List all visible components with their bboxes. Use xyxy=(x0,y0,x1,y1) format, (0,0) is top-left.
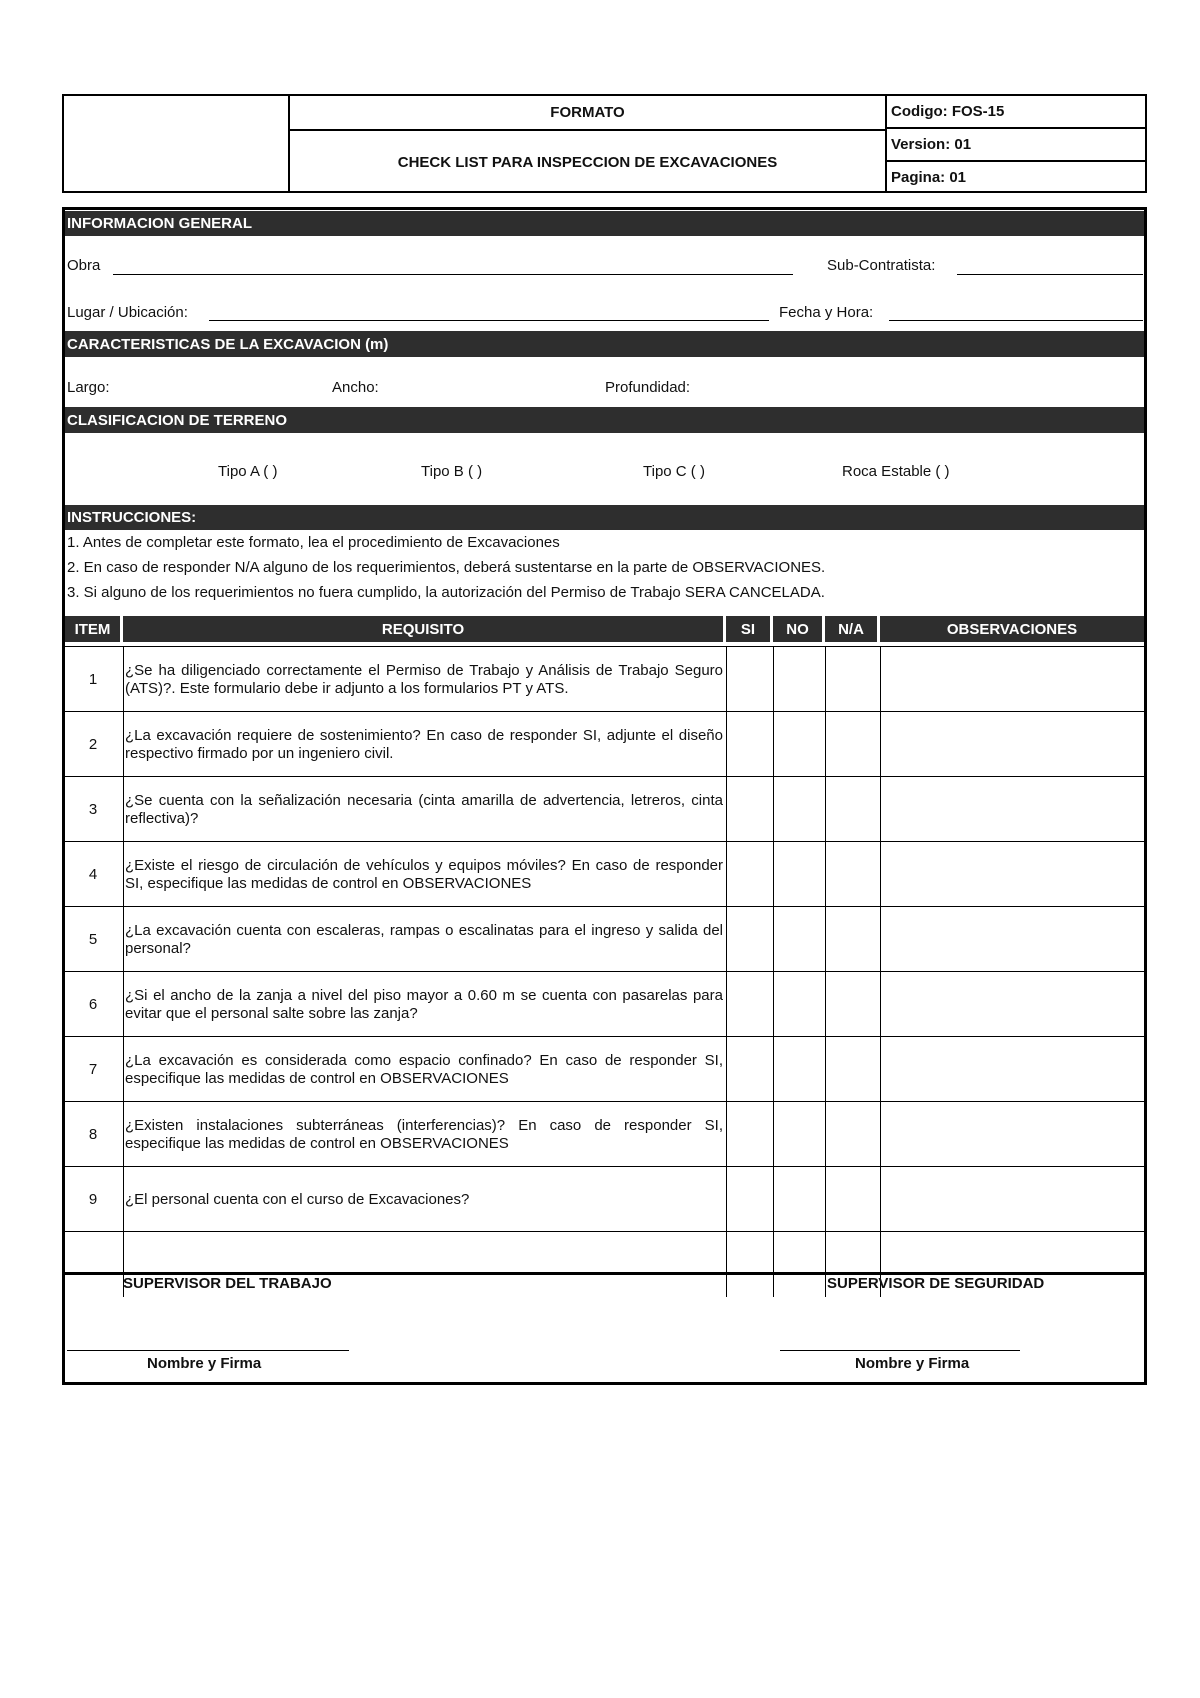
row-na-cell[interactable] xyxy=(826,973,879,1036)
fecha-label: Fecha y Hora: xyxy=(779,304,874,321)
row-item-number: 5 xyxy=(88,931,98,948)
table-row xyxy=(65,971,1144,1037)
row-na-cell[interactable] xyxy=(826,1168,879,1231)
row-requirement-text: ¿La excavación es considerada como espacio confinado? En caso de responder SI, especifique las medidas de control en OBSERVACIONES xyxy=(125,1051,723,1087)
largo-label[interactable]: Largo: xyxy=(67,379,110,396)
document-version: Version: 01 xyxy=(887,129,1145,162)
table-header xyxy=(65,616,1144,643)
header-title-block xyxy=(290,96,887,191)
inspection-form xyxy=(62,207,1147,1385)
document-code: Codigo: FOS-15 xyxy=(887,96,1145,129)
instruction-1: 1. Antes de completar este formato, lea el procedimiento de Excavaciones xyxy=(67,534,560,551)
table-row xyxy=(65,841,1144,907)
row-requirement-text: ¿El personal cuenta con el curso de Excavaciones? xyxy=(125,1190,470,1208)
row-observaciones-cell[interactable] xyxy=(881,713,1144,776)
table-row xyxy=(65,1166,1144,1232)
col-no-header: NO xyxy=(773,616,822,642)
row-observaciones-cell[interactable] xyxy=(881,1103,1144,1166)
row-requirement-text: ¿Se cuenta con la señalización necesaria (cinta amarilla de advertencia, letreros, cinta reflectiva)? xyxy=(125,791,723,827)
supervisor-trabajo-signature-line[interactable] xyxy=(67,1350,349,1351)
row-si-cell[interactable] xyxy=(727,908,772,971)
row-requirement-text: ¿Existen instalaciones subterráneas (interferencias)? En caso de responder SI, especifique las medidas de control en OBSERVACIONES xyxy=(125,1116,723,1152)
row-observaciones-cell[interactable] xyxy=(881,843,1144,906)
row-no-cell[interactable] xyxy=(774,973,824,1036)
row-item-number: 4 xyxy=(88,866,98,883)
row-requirement-text: ¿Se ha diligenciado correctamente el Permiso de Trabajo y Análisis de Trabajo Seguro (ATS)?. Este formulario debe ir adjunto a los formularios PT y ATS. xyxy=(125,661,723,697)
row-requirement-text: ¿Si el ancho de la zanja a nivel del piso mayor a 0.60 m se cuenta con pasarelas para evitar que el personal salte sobre las zanja? xyxy=(125,986,723,1022)
row-si-cell[interactable] xyxy=(727,713,772,776)
document-metadata xyxy=(887,96,1145,191)
row-item-number: 6 xyxy=(88,996,98,1013)
tipo-b-option[interactable]: Tipo B ( ) xyxy=(421,463,483,480)
row-item-number: 8 xyxy=(88,1126,98,1143)
row-item-number: 9 xyxy=(88,1191,98,1208)
row-no-cell[interactable] xyxy=(774,908,824,971)
table-row xyxy=(65,1101,1144,1167)
row-observaciones-cell[interactable] xyxy=(881,1038,1144,1101)
row-si-cell[interactable] xyxy=(727,648,772,711)
format-label: FORMATO xyxy=(290,96,885,131)
row-na-cell[interactable] xyxy=(826,778,879,841)
supervisor-seguridad-title: SUPERVISOR DE SEGURIDAD xyxy=(827,1275,1045,1292)
lugar-field[interactable] xyxy=(209,320,769,321)
row-no-cell[interactable] xyxy=(774,648,824,711)
document-page: Pagina: 01 xyxy=(891,169,967,186)
row-no-cell[interactable] xyxy=(774,1103,824,1166)
row-no-cell[interactable] xyxy=(774,843,824,906)
row-si-cell[interactable] xyxy=(727,778,772,841)
table-row xyxy=(65,906,1144,972)
row-na-cell[interactable] xyxy=(826,713,879,776)
document-header xyxy=(62,94,1147,193)
row-observaciones-cell[interactable] xyxy=(881,1168,1144,1231)
tipo-a-option[interactable]: Tipo A ( ) xyxy=(218,463,278,480)
instruction-2: 2. En caso de responder N/A alguno de los requerimientos, deberá sustentarse en la parte de OBSERVACIONES. xyxy=(67,559,826,576)
supervisor-trabajo-caption: Nombre y Firma xyxy=(147,1355,262,1372)
row-observaciones-cell[interactable] xyxy=(881,973,1144,1036)
row-item-number: 2 xyxy=(88,736,98,753)
instruction-3: 3. Si alguno de los requerimientos no fuera cumplido, la autorización del Permiso de Trabajo SERA CANCELADA. xyxy=(67,584,825,601)
table-row xyxy=(65,1036,1144,1102)
row-observaciones-cell[interactable] xyxy=(881,648,1144,711)
table-row xyxy=(65,646,1144,712)
row-no-cell[interactable] xyxy=(774,713,824,776)
tipo-c-option[interactable]: Tipo C ( ) xyxy=(643,463,705,480)
obra-label: Obra xyxy=(67,257,101,274)
row-na-cell[interactable] xyxy=(826,843,879,906)
section-header-general: INFORMACION GENERAL xyxy=(65,211,1144,236)
col-observaciones-header: OBSERVACIONES xyxy=(880,616,1144,642)
row-item-number: 1 xyxy=(88,671,98,688)
profundidad-label[interactable]: Profundidad: xyxy=(605,379,691,396)
lugar-label: Lugar / Ubicación: xyxy=(67,304,188,321)
row-requirement-text: ¿La excavación cuenta con escaleras, rampas o escalinatas para el ingreso y salida del personal? xyxy=(125,921,723,957)
row-no-cell[interactable] xyxy=(774,1168,824,1231)
row-item-number: 3 xyxy=(88,801,98,818)
supervisor-seguridad-caption: Nombre y Firma xyxy=(855,1355,970,1372)
signature-section xyxy=(65,1272,1144,1382)
col-requisito-header: REQUISITO xyxy=(123,616,723,642)
row-si-cell[interactable] xyxy=(727,1038,772,1101)
logo-placeholder xyxy=(64,96,290,191)
row-observaciones-cell[interactable] xyxy=(881,908,1144,971)
row-item-number: 7 xyxy=(88,1061,98,1078)
row-no-cell[interactable] xyxy=(774,1038,824,1101)
row-na-cell[interactable] xyxy=(826,1038,879,1101)
ancho-label[interactable]: Ancho: xyxy=(332,379,379,396)
subcontratista-field[interactable] xyxy=(957,274,1143,275)
col-na-header: N/A xyxy=(825,616,877,642)
obra-field[interactable] xyxy=(113,274,793,275)
row-observaciones-cell[interactable] xyxy=(881,778,1144,841)
row-na-cell[interactable] xyxy=(826,1103,879,1166)
col-si-header: SI xyxy=(726,616,770,642)
row-si-cell[interactable] xyxy=(727,1103,772,1166)
section-header-instrucciones: INSTRUCCIONES: xyxy=(65,505,1144,530)
row-si-cell[interactable] xyxy=(727,843,772,906)
table-row xyxy=(65,711,1144,777)
section-header-clasificacion: CLASIFICACION DE TERRENO xyxy=(65,407,1144,433)
supervisor-trabajo-title: SUPERVISOR DEL TRABAJO xyxy=(123,1275,332,1292)
table-row xyxy=(65,776,1144,842)
row-si-cell[interactable] xyxy=(727,1168,772,1231)
row-na-cell[interactable] xyxy=(826,908,879,971)
supervisor-seguridad-signature-line[interactable] xyxy=(780,1350,1020,1351)
row-si-cell[interactable] xyxy=(727,973,772,1036)
row-no-cell[interactable] xyxy=(774,778,824,841)
roca-estable-option[interactable]: Roca Estable ( ) xyxy=(842,463,950,480)
document-title: CHECK LIST PARA INSPECCION DE EXCAVACIONES xyxy=(397,153,778,171)
row-requirement-text: ¿Existe el riesgo de circulación de vehículos y equipos móviles? En caso de responder SI, especifique las medidas de control en OBSERVACIONES xyxy=(125,856,723,892)
row-requirement-text: ¿La excavación requiere de sostenimiento? En caso de responder SI, adjunte el diseño respectivo firmado por un ingeniero civil. xyxy=(125,726,723,762)
col-item-header: ITEM xyxy=(65,616,120,642)
subcontratista-label: Sub-Contratista: xyxy=(827,257,936,274)
fecha-field[interactable] xyxy=(889,320,1143,321)
section-header-caracteristicas: CARACTERISTICAS DE LA EXCAVACION (m) xyxy=(65,331,1144,357)
row-na-cell[interactable] xyxy=(826,648,879,711)
